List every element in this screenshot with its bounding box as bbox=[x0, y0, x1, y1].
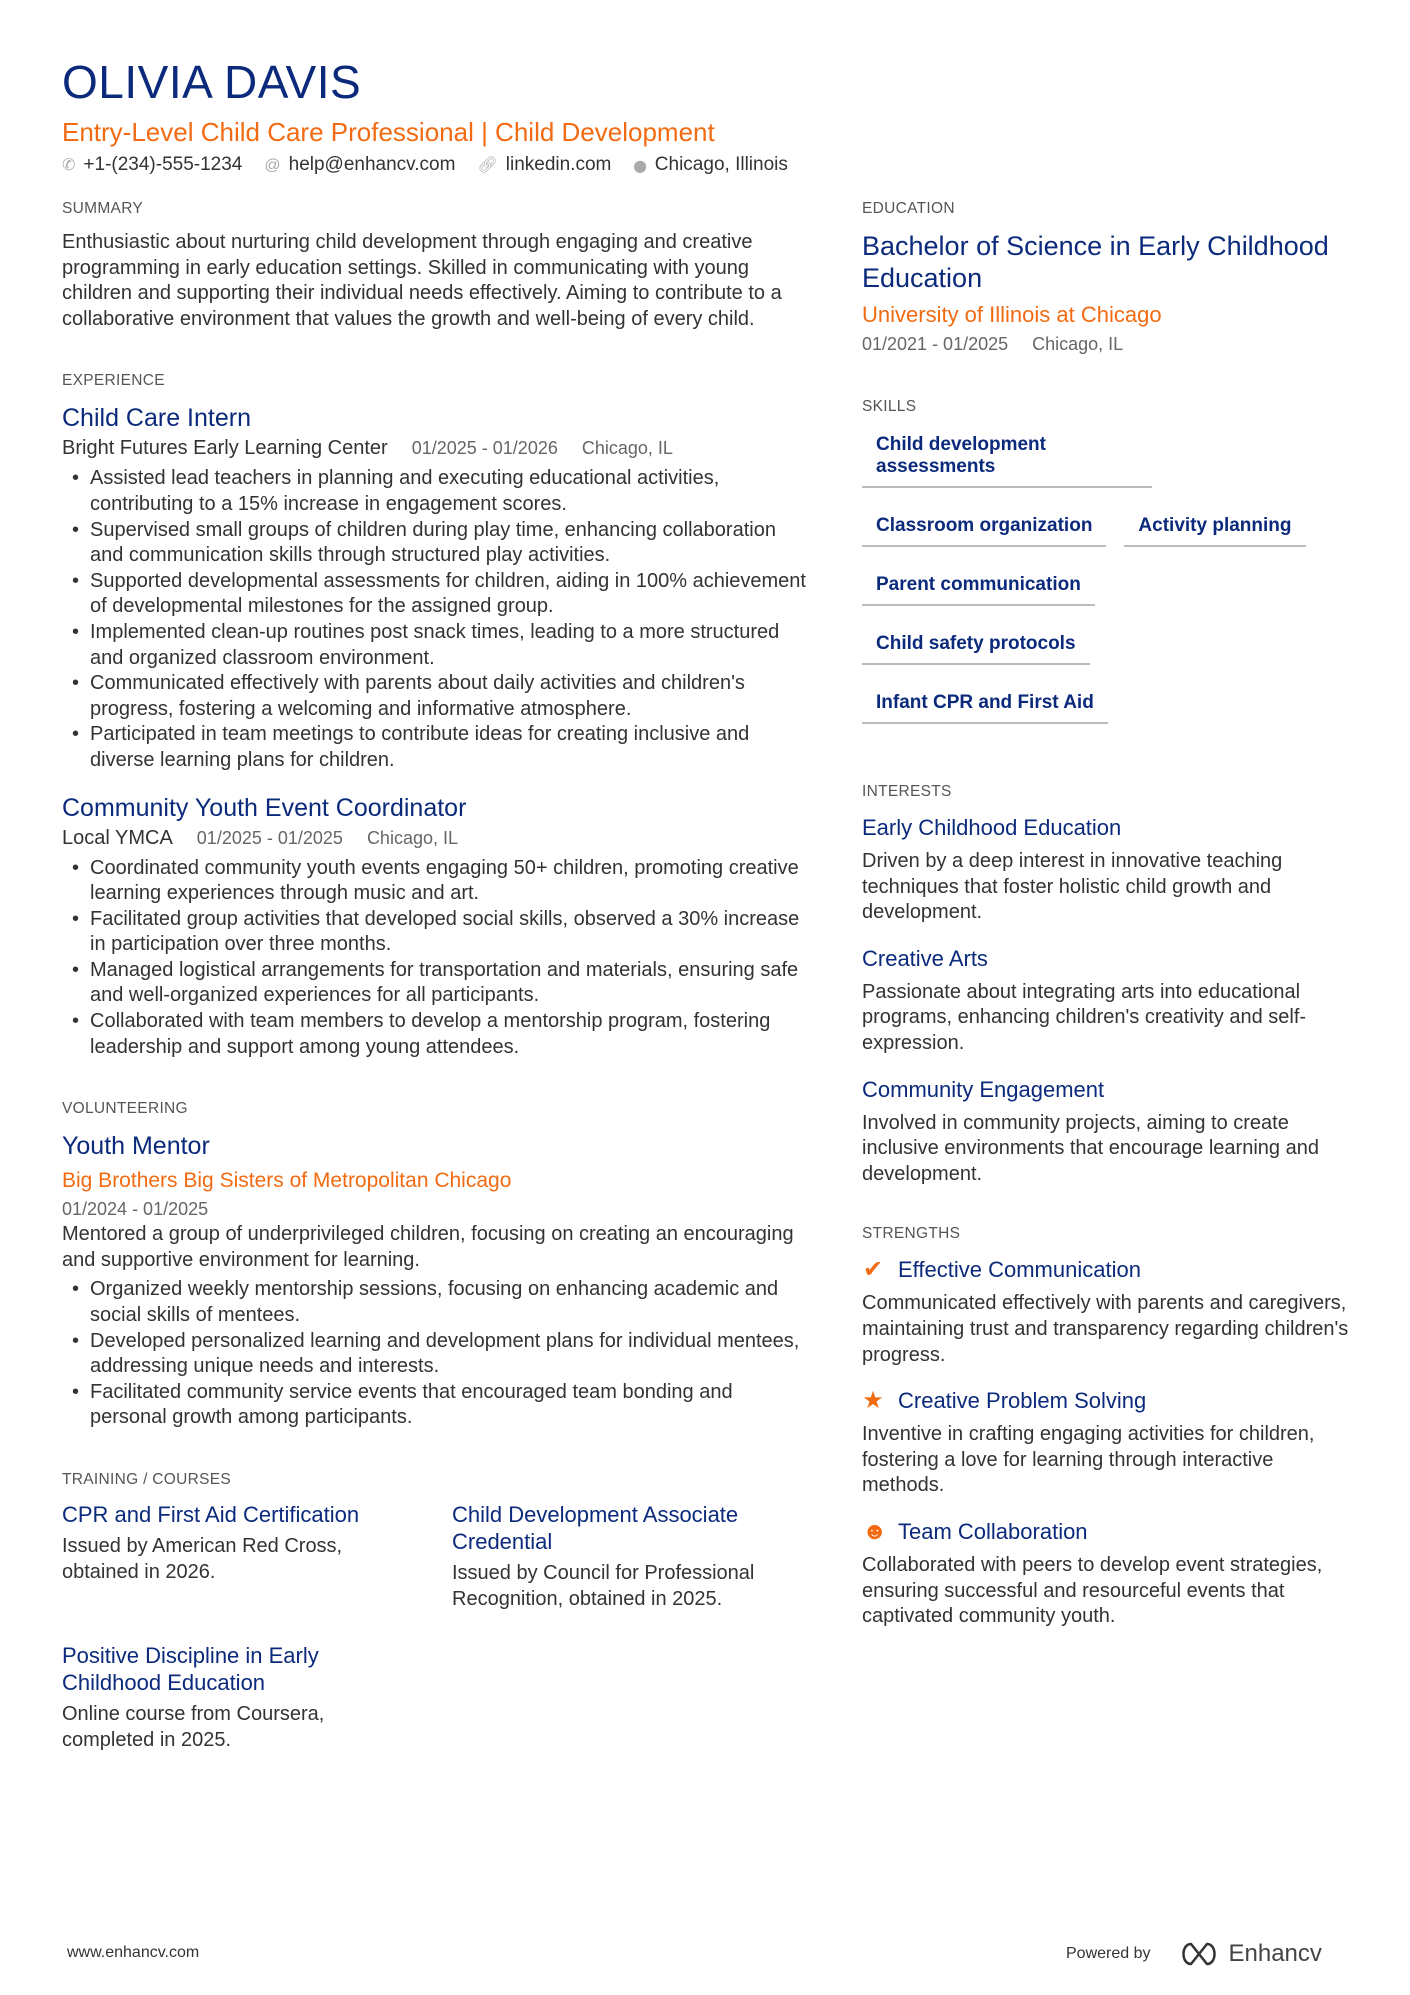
section-heading: EXPERIENCE bbox=[62, 372, 165, 390]
degree: Bachelor of Science in Early Childhood Education bbox=[862, 231, 1329, 293]
course-item bbox=[62, 1501, 422, 1612]
bullet: • Collaborated with team members to develop a mentorship program, fostering leadership and support among young attendees. bbox=[62, 1009, 812, 1060]
section-heading: STRENGTHS bbox=[862, 1225, 961, 1243]
interest-text: Involved in community projects, aiming to create inclusive environments that encourage learning and development. bbox=[862, 1111, 1319, 1185]
enhancv-logo-icon bbox=[1177, 1941, 1221, 1967]
at-icon: @ bbox=[264, 157, 281, 174]
interest-title: Early Childhood Education bbox=[862, 815, 1122, 840]
training-list bbox=[62, 1501, 812, 1753]
skill-tag: Child development assessments bbox=[862, 428, 1152, 488]
interest-title: Creative Arts bbox=[862, 945, 988, 971]
location-icon: ⬤ bbox=[633, 159, 647, 173]
bullet: • Participated in team meetings to contribute ideas for creating inclusive and diverse learning plans for children. bbox=[62, 722, 812, 773]
job-location: Chicago, IL bbox=[581, 438, 673, 459]
job-location: Chicago, IL bbox=[366, 827, 458, 848]
contact-text: linkedin.com bbox=[505, 154, 612, 175]
interest-text: Driven by a deep interest in innovative teaching techniques that foster holistic child growth and development. bbox=[862, 850, 1283, 924]
contact-list bbox=[62, 154, 788, 176]
strength-text: Communicated effectively with parents and caregivers, maintaining trust and transparency regarding children's progress. bbox=[862, 1292, 1349, 1366]
bullet: • Facilitated community service events that encouraged team bonding and personal growth among participants. bbox=[62, 1380, 812, 1431]
company: Local YMCA bbox=[62, 826, 173, 849]
volunteer-bullets bbox=[62, 1277, 812, 1431]
volunteer-org: Big Brothers Big Sisters of Metropolitan Chicago bbox=[62, 1169, 512, 1193]
course-text: Issued by Council for Professional Recognition, obtained in 2025. bbox=[452, 1562, 755, 1610]
job-meta bbox=[62, 824, 812, 852]
course-text: Online course from Coursera, completed in 2025. bbox=[62, 1703, 325, 1751]
bullet: • Facilitated group activities that developed social skills, observed a 30% increase in participation over three months. bbox=[62, 907, 812, 958]
strength-text: Collaborated with peers to develop event strategies, ensuring successful and resourceful events that captivated community youth. bbox=[862, 1553, 1323, 1628]
section-heading: EDUCATION bbox=[862, 200, 955, 217]
brand-name: Enhancv bbox=[1228, 1940, 1322, 1967]
right-column bbox=[862, 200, 1352, 1630]
left-column bbox=[62, 200, 812, 1753]
bullet: • Managed logistical arrangements for transportation and materials, ensuring safe and well-organized experiences for all participants. bbox=[62, 958, 812, 1009]
strength-heading bbox=[862, 1386, 1352, 1416]
job-dates: 01/2025 - 01/2025 bbox=[196, 827, 343, 848]
education-location: Chicago, IL bbox=[1032, 334, 1124, 354]
course-item bbox=[452, 1501, 812, 1612]
contact-item bbox=[62, 154, 242, 176]
course-title: CPR and First Aid Certification bbox=[62, 1502, 360, 1527]
strength-item bbox=[862, 1255, 1352, 1368]
strength-heading bbox=[862, 1255, 1352, 1285]
contact-text: +1-(234)-555-1234 bbox=[83, 154, 243, 175]
job-title: Child Care Intern bbox=[62, 404, 251, 433]
bullet: • Assisted lead teachers in planning and executing educational activities, contributing to a 15% increase in engagement scores. bbox=[62, 466, 812, 517]
interest-item bbox=[862, 1075, 1352, 1188]
phone-icon: ✆ bbox=[62, 157, 76, 174]
strength-item bbox=[862, 1386, 1352, 1499]
school: University of Illinois at Chicago bbox=[862, 302, 1162, 327]
skill-tag: Parent communication bbox=[862, 568, 1095, 606]
strength-title: Creative Problem Solving bbox=[898, 1388, 1147, 1414]
strength-text: Inventive in crafting engaging activities for children, fostering a love for learning through interactive methods. bbox=[862, 1423, 1315, 1497]
bullet: • Developed personalized learning and development plans for individual mentees, addressing unique needs and interests. bbox=[62, 1329, 812, 1380]
strength-title: Effective Communication bbox=[898, 1257, 1141, 1283]
footer-website[interactable]: www.enhancv.com bbox=[67, 1944, 200, 1961]
bullet: • Coordinated community youth events engaging 50+ children, promoting creative learning experiences through music and art. bbox=[62, 856, 812, 907]
company: Bright Futures Early Learning Center bbox=[62, 437, 388, 460]
candidate-name: OLIVIA DAVIS bbox=[62, 56, 362, 108]
skill-tag: Activity planning bbox=[1124, 509, 1305, 547]
experience-item bbox=[62, 402, 812, 773]
footer-powered bbox=[1066, 1940, 1322, 1968]
contact-item bbox=[477, 154, 611, 176]
section-heading: SUMMARY bbox=[62, 200, 144, 217]
contact-item bbox=[264, 154, 455, 176]
interests-list bbox=[862, 813, 1352, 1187]
powered-by-label: Powered by bbox=[1066, 1945, 1151, 1962]
interest-title: Community Engagement bbox=[862, 1076, 1105, 1102]
skill-tag: Classroom organization bbox=[862, 509, 1106, 547]
course-item bbox=[62, 1642, 422, 1753]
bullet: • Organized weekly mentorship sessions, focusing on enhancing academic and social skills of mentees. bbox=[62, 1277, 812, 1328]
bullet: • Communicated effectively with parents about daily activities and children's progress, fostering a welcoming and informative atmosphere. bbox=[62, 671, 812, 722]
resume-header bbox=[62, 54, 788, 176]
strength-title: Team Collaboration bbox=[898, 1518, 1088, 1544]
contact-text: help@enhancv.com bbox=[288, 154, 456, 175]
education-meta bbox=[862, 330, 1352, 358]
contact-item bbox=[633, 154, 788, 176]
course-title: Child Development Associate Credential bbox=[452, 1502, 739, 1554]
strength-heading bbox=[862, 1517, 1352, 1547]
check-icon: ✔ bbox=[862, 1256, 884, 1284]
strengths-list bbox=[862, 1255, 1352, 1629]
bullet: • Implemented clean-up routines post snack times, leading to a more structured and organized classroom environment. bbox=[62, 620, 812, 671]
summary-text: Enthusiastic about nurturing child development through engaging and creative programming in early education settings. Skilled in communicating with young children and supporting their individual needs effectively. Aiming to contribute to a collaborative environment that values the growth and well-being of every child. bbox=[62, 231, 782, 330]
interest-item bbox=[862, 944, 1352, 1057]
education-dates: 01/2021 - 01/2025 bbox=[862, 334, 1009, 354]
interest-item bbox=[862, 813, 1352, 926]
job-bullets bbox=[62, 466, 812, 773]
volunteer-text: Mentored a group of underprivileged children, focusing on creating an encouraging and supportive environment for learning. bbox=[62, 1223, 794, 1271]
experience-item bbox=[62, 792, 812, 1061]
section-heading: INTERESTS bbox=[862, 783, 952, 800]
skills-list bbox=[862, 428, 1352, 745]
contact-text: Chicago, Illinois bbox=[654, 154, 788, 175]
bullet: • Supervised small groups of children during play time, enhancing collaboration and communication skills through structured play activities. bbox=[62, 518, 812, 569]
star-icon: ★ bbox=[862, 1387, 884, 1415]
head-icon: ☻ bbox=[862, 1517, 888, 1545]
volunteer-role: Youth Mentor bbox=[62, 1132, 210, 1161]
skill-tag: Infant CPR and First Aid bbox=[862, 686, 1108, 724]
course-text: Issued by American Red Cross, obtained in 2026. bbox=[62, 1535, 343, 1583]
skill-tag: Child safety protocols bbox=[862, 627, 1090, 665]
job-meta bbox=[62, 434, 812, 462]
course-title: Positive Discipline in Early Childhood Education bbox=[62, 1643, 319, 1696]
bullet: • Supported developmental assessments for children, aiding in 100% achievement of developmental milestones for the assigned group. bbox=[62, 569, 812, 620]
section-heading: SKILLS bbox=[862, 398, 917, 415]
experience-list bbox=[62, 402, 812, 1060]
candidate-title: Entry-Level Child Care Professional | Child Development bbox=[62, 117, 715, 147]
section-heading: VOLUNTEERING bbox=[62, 1100, 188, 1118]
job-dates: 01/2025 - 01/2026 bbox=[411, 438, 558, 459]
section-heading: TRAINING / COURSES bbox=[62, 1471, 232, 1488]
interest-text: Passionate about integrating arts into educational programs, enhancing children's creativity and self-expression. bbox=[862, 980, 1307, 1054]
job-title: Community Youth Event Coordinator bbox=[62, 793, 467, 822]
job-bullets bbox=[62, 856, 812, 1061]
link-icon: 🔗︎ bbox=[477, 157, 498, 174]
strength-item bbox=[862, 1517, 1352, 1630]
volunteer-dates: 01/2024 - 01/2025 bbox=[62, 1199, 209, 1220]
